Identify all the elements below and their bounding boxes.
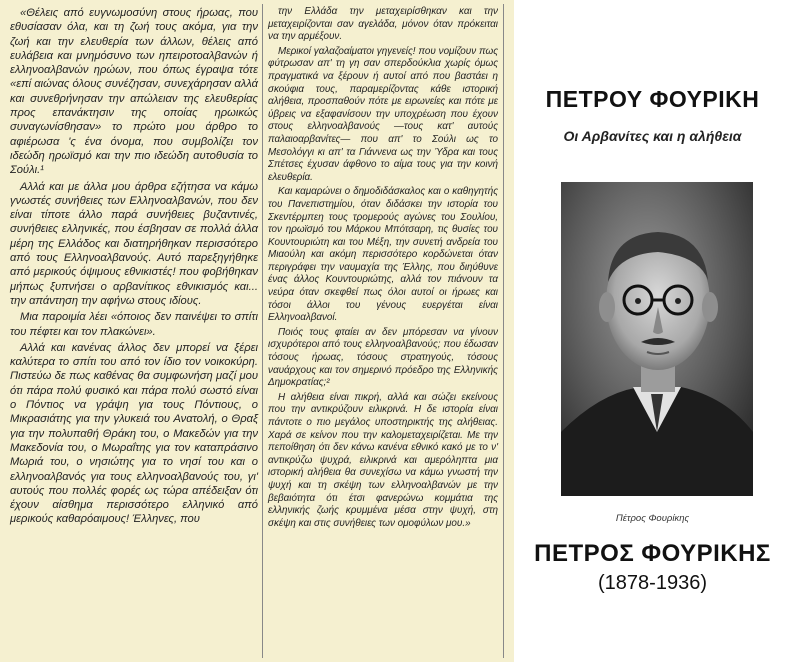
paragraph: Ποιός τους φταίει αν δεν μπόρεσαν να γίνουν ισχυρότεροι από τους ελληνοαλβανούς; που έδωσαν τόσους ήρωας, τόσους στρατηγούς, τόσους ναυάρχους και τον σημερινό πρόεδρο της Ελληνικής Δημοκρατίας;²	[268, 326, 498, 389]
photo-caption: Πέτρος Φουρίκης	[615, 513, 690, 524]
article-column-2	[268, 6, 498, 532]
sidebar-panel	[514, 0, 791, 662]
column-divider	[503, 4, 504, 658]
column-divider	[262, 4, 263, 658]
paragraph: την Ελλάδα την μεταχειρίσθηκαν και την μεταχειρίζονται σαν αγελάδα, μόνον όταν πρόκειται να την αρμέξουν.	[268, 6, 498, 43]
sidebar-title: ΠΕΤΡΟΥ ΦΟΥΡΙΚΗ	[545, 86, 760, 112]
paragraph: Αλλά και με άλλα μου άρθρα εζήτησα να κάμω γνωστές συνήθειες των Ελληνοαλβανών, που δεν είναι τίποτε άλλο παρά συνήθειες βυζαντινές, συνήθειες ελληνικές, που έσβησαν σε πολλά άλλα μέρη της Ελλάδος και διατηρήθηκαν περισσότερο από τους Ελληνοαλβανούς. Αυτό παρεξηγήθηκε από μερικούς όψιμους εθνικιστές! που φοβήθηκαν μήπως ξυπνήσει ο αρβανίτικος εθνικισμός και... την απάντηση την αφήνω στους ιδίους.	[10, 180, 258, 307]
paragraph: «Θέλεις από ευγνωμοσύνη στους ήρωας, που εθυσίασαν όλα, και τη ζωή τους ακόμα, για την ζωή και την ελευθερία των άλλων, θέλεις από ευλάβεια και μνημόσυνο των ηπειροτοαλβανών ή ελληνοαλβανών ηρώων, που όπως έγραψα τότε «επί αιώνας όλους συνέζησαν, συνεχάρησαν αλλά και συνεθρήνησαν την απώλειαν της ελευθερίας προς επανάκτησιν της οποίας ηρωικώς συναγωνίσθησαν» το πρώτο μου άρθρο το αφιέρωσα 'ς ένα όνομα, που συμβολίζει τον ιδεώδη ηρωϊσμό και την πιο ιδεώδη αυτοθυσία το Σούλι.¹	[10, 7, 258, 177]
paragraph: Η αλήθεια είναι πικρή, αλλά και σώζει εκείνους που την αντικρύζουν ειλικρινά. Η δε ιστορία είναι πάντοτε ο πιο μεγάλος υποστηρικτής της αλήθειας. Χαρά σε κείνον που την καλομεταχειρίζεται. Με την πεποίθηση ότι δεν κάνω κανένα εθνικό κακό με το ν' αντικρύζω ψυχρά, ειλικρινά και αμερόληπτα μια ιστορική αλήθεια θα συνεχίσω να κάμω γνωστή την ψυχή και τη σκέψη των ελληνοαλβανών με την βεβαιότητα ότι έτσι φανερώνω κομμάτια της ελληνικής ζωής κρυμμένα μέσα στην ψυχή, στη σκέψη και στις συνήθειες των ομοφύλων μου.»	[268, 391, 498, 529]
author-name: ΠΕΤΡΟΣ ΦΟΥΡΙΚΗΣ	[534, 540, 771, 567]
portrait-photo	[561, 182, 753, 496]
article-column-1	[10, 6, 258, 529]
author-years: (1878-1936)	[598, 572, 707, 594]
portrait-illustration	[561, 182, 753, 496]
paragraph: Και καμαρώνει ο δημοδιδάσκαλος και ο καθηγητής του Πανεπιστημίου, όταν διδάσκει την ιστορία του Σκεντέρμπεη τους τρομερούς αγώνες του Σουλίου, τον ηρωϊσμό του Μάρκου Μπότσαρη, τις θυσίες του Κουντουριώτη και του Μέξη, την συνετή ανδρεία του Μιαούλη και ακόμη περισσότερο κορδώνεται όταν περιγράφει την ναυμαχία της Έλλης, που διηύθυνε ένας άλλος Κουντουριώτης, αλλά τον πιάνουν τα νεύρα όταν σκεφθεί πως όλοι αυτοί οι ήρωες και τόσοι άλλοι του γένους ευεργέται είναι Ελληνοαλβανοί.	[268, 186, 498, 324]
paragraph: Μερικοί γαλαζοαίματοι γηγενείς! που νομίζουν πως φύτρωσαν απ' τη γη σαν σπερδούκλια χωρίς όμως πραγματικά να ξέρουν ή αυτοί από που βαστάει η σκούφια τους, παραμερίζοντας κάθε ιστορική αλήθεια, προσπαθούν πότε με ειρωνείες και πότε με ύβρεις να εξαφανίσουν την υποχρέωση που έχουν στους ελληνοαλβανούς —τους κατ' αυτούς παλαιοαρβανίτες— που απ' το Σούλι ως το Μεσολόγγι κι απ' τα Γιάννενα ως την Ύδρα και τους Σπέτσες έχυσαν άφθονο το αίμα τους για την κοινή ελευθερία.	[268, 45, 498, 183]
paragraph: Μια παροιμία λέει «όποιος δεν παινέψει το σπίτι του πέφτει και τον πλακώνει».	[10, 311, 258, 338]
sidebar-subtitle: Οι Αρβανίτες και η αλήθεια	[563, 128, 742, 144]
paragraph: Αλλά και κανένας άλλος δεν μπορεί να ξέρει καλύτερα το σπίτι του από τον ίδιο τον νοικοκύρη. Πιστεύω δε πως καθένας θα συμφωνήση μαζί μου ότι πάρα πολύ φυσικό και πάρα πολύ σωστό είναι ο Πόντιος να γράψη για τους Πόντιους, ο Μικρασιάτης για την γλυκειά του Ανατολή, ο Θραξ για την πολυπαθή Θράκη του, ο Μακεδών για την Μακεδονία του, ο Μωραΐτης για τον καταπράσινο Μωριά του, ο νησιώτης για το νησί του και ο ελληνοαλβανός για τους ελληνοαλβανούς του, γι' αυτούς που πολλές φορές ως τώρα απέδειξαν ότι έχουν αίσθημα περισσότερο ελληνικό από μερικούς καθαρόαιμους! Έλληνες, που	[10, 341, 258, 526]
